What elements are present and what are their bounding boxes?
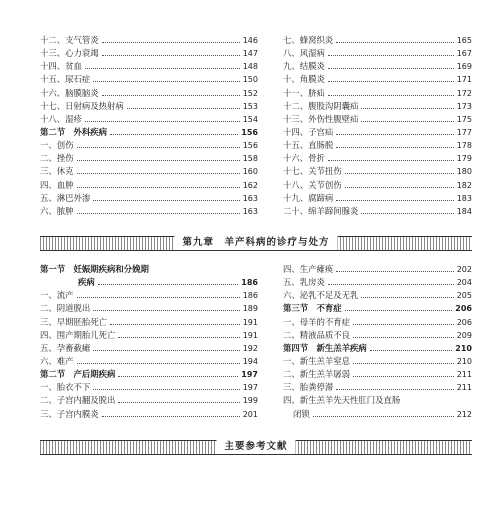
toc-entry-label: 二、阴道脱出: [40, 303, 91, 314]
toc-entry-page: 173: [456, 101, 472, 111]
toc-entry[interactable]: [283, 179, 472, 192]
toc-entry-label: 十四、贫血: [40, 61, 82, 72]
dot-leader: [110, 134, 238, 135]
toc-entry-page: 206: [455, 304, 472, 314]
toc-entry-label: 十九、腐蹄病: [283, 192, 334, 203]
toc-entry-page: 163: [242, 193, 258, 203]
dot-leader: [353, 324, 454, 325]
toc-entry-label: 十六、脑膜脑炎: [40, 87, 99, 98]
reference-title: 主要参考文献: [216, 440, 295, 454]
toc-entry-label: 十八、关节创伤: [283, 179, 342, 190]
toc-entry[interactable]: [40, 205, 258, 218]
toc-entry-label: 三、早期胚胎死亡: [40, 316, 107, 327]
toc-entry-label: 十一、脐疝: [283, 87, 325, 98]
toc-entry-page: 150: [242, 75, 258, 85]
dot-leader: [336, 42, 453, 43]
toc-entry[interactable]: [283, 205, 472, 218]
dot-leader: [345, 310, 453, 311]
dot-leader: [361, 108, 453, 109]
toc-entry[interactable]: [283, 394, 472, 407]
toc-entry-page: 189: [242, 304, 258, 314]
toc-entry-page: 197: [242, 383, 258, 393]
toc-entry-label: 八、风湿病: [283, 48, 325, 59]
dot-leader: [93, 389, 239, 390]
toc-entry[interactable]: [40, 139, 258, 152]
toc-entry[interactable]: [40, 100, 258, 113]
dot-leader: [77, 213, 240, 214]
toc-entry-label: 九、结膜炎: [283, 61, 325, 72]
dot-leader: [77, 160, 240, 161]
toc-entry-page: 179: [456, 154, 472, 164]
toc-entry[interactable]: [40, 381, 258, 394]
toc-entry-label: 第二节 外科疾病: [40, 126, 107, 137]
toc-entry[interactable]: [40, 302, 258, 315]
toc-entry[interactable]: [40, 394, 258, 407]
toc-entry-page: 194: [242, 356, 258, 366]
toc-entry-page: 153: [242, 101, 258, 111]
toc-entry-page: 148: [242, 62, 258, 72]
toc-entry-label: 三、休克: [40, 166, 74, 177]
dot-leader: [110, 324, 240, 325]
dot-leader: [336, 200, 453, 201]
toc-entry-label: 五、淋巴外渗: [40, 192, 91, 203]
toc-entry[interactable]: [283, 368, 472, 381]
toc-entry-label: 第一节 妊娠期疾病和分娩期: [40, 264, 149, 274]
toc-entry-label: 三、胎粪停滞: [283, 382, 334, 393]
toc-entry[interactable]: [283, 289, 472, 302]
dot-leader: [353, 363, 454, 364]
toc-entry[interactable]: [283, 152, 472, 165]
dot-leader: [353, 376, 454, 377]
toc-entry-label: 第二节 产后期疾病: [40, 369, 116, 380]
toc-entry-label: 十二、腹股沟阴囊疝: [283, 100, 359, 111]
toc-column-top-right: [283, 34, 472, 218]
toc-entry-page: 186: [241, 278, 258, 288]
toc-entry[interactable]: [40, 87, 258, 100]
toc-entry-page: 172: [456, 88, 472, 98]
toc-column-bottom-left: [40, 263, 258, 421]
toc-entry-page: 202: [456, 265, 472, 274]
toc-entry[interactable]: [283, 100, 472, 113]
toc-column-top-left: [40, 34, 258, 218]
dot-leader: [361, 297, 453, 298]
toc-entry-page: 154: [242, 114, 258, 124]
dot-leader: [127, 108, 240, 109]
toc-entry[interactable]: [283, 165, 472, 178]
toc-entry[interactable]: [283, 381, 472, 394]
toc-entry-page: 167: [456, 49, 472, 59]
toc-entry[interactable]: [40, 165, 258, 178]
dot-leader: [77, 363, 240, 364]
dot-leader: [328, 160, 454, 161]
toc-entry[interactable]: [283, 192, 472, 205]
dot-leader: [102, 55, 240, 56]
toc-entry[interactable]: [40, 316, 258, 329]
dot-leader: [77, 297, 240, 298]
toc-entry-page: 180: [456, 167, 472, 177]
dot-leader: [118, 376, 238, 377]
toc-entry-page: 204: [456, 278, 472, 288]
toc-entry-page: 165: [456, 36, 472, 45]
toc-section-entry[interactable]: [40, 263, 258, 276]
toc-entry-label: 三、子宫内膜炎: [40, 408, 99, 419]
toc-entry-page: 156: [241, 127, 258, 137]
toc-entry-page: 211: [456, 383, 472, 393]
toc-entry-label: 六、泌乳不足及无乳: [283, 290, 359, 301]
toc-entry-label: 五、孕畜截瘫: [40, 342, 91, 353]
toc-entry-label: 二、精液品质不良: [283, 329, 350, 340]
toc-entry-page: 210: [455, 343, 472, 353]
toc-entry-label: 十七、日射病及热射病: [40, 100, 124, 111]
toc-entry[interactable]: [283, 87, 472, 100]
toc-entry-label: 一、母羊的不育症: [283, 316, 350, 327]
dot-leader: [336, 134, 453, 135]
dot-leader: [328, 55, 454, 56]
toc-entry-page: 169: [456, 62, 472, 72]
dot-leader: [102, 42, 240, 43]
toc-entry-label: 十五、直肠脱: [283, 140, 334, 151]
toc-entry-page: 177: [456, 127, 472, 137]
toc-entry-page: 158: [242, 154, 258, 164]
toc-entry[interactable]: [283, 316, 472, 329]
toc-entry-page: 183: [456, 193, 472, 203]
dot-leader: [98, 284, 239, 285]
toc-entry-page: 186: [242, 291, 258, 301]
toc-entry-label: 六、难产: [40, 355, 74, 366]
dot-leader: [77, 147, 240, 148]
chapter-title: 第九章 羊产科病的诊疗与处方: [174, 236, 337, 250]
toc-entry-label: 十三、外伤性腹壁疝: [283, 113, 359, 124]
toc-entry-label: 十、角膜炎: [283, 74, 325, 85]
dot-leader: [336, 147, 453, 148]
toc-entry-label: 十六、骨折: [283, 153, 325, 164]
toc-entry[interactable]: [40, 113, 258, 126]
dot-leader: [328, 68, 454, 69]
dot-leader: [345, 187, 454, 188]
toc-entry-page: 192: [242, 343, 258, 353]
toc-entry-label: 第四节 新生羔羊疾病: [283, 342, 367, 353]
dot-leader: [361, 213, 453, 214]
reference-banner: [40, 440, 472, 455]
toc-entry-page: 191: [242, 317, 258, 327]
dot-leader: [361, 121, 453, 122]
toc-entry-label: 七、蜂窝织炎: [283, 35, 334, 45]
toc-entry-label: 十七、关节扭伤: [283, 166, 342, 177]
toc-entry[interactable]: [40, 289, 258, 302]
dot-leader: [85, 68, 240, 69]
toc-entry[interactable]: [283, 276, 472, 289]
toc-entry-page: 184: [456, 206, 472, 216]
toc-entry[interactable]: [40, 329, 258, 342]
dot-leader: [102, 95, 240, 96]
toc-entry-label: 四、围产期胎儿死亡: [40, 329, 116, 340]
toc-entry-page: 201: [242, 409, 258, 419]
toc-entry-label: 二、子宫内翻及脱出: [40, 395, 116, 406]
toc-entry-label: 二、新生羔羊孱弱: [283, 369, 350, 380]
toc-entry-label: 四、血肿: [40, 179, 74, 190]
toc-entry-page: 211: [456, 370, 472, 380]
toc-entry-label: 十二、支气管炎: [40, 35, 99, 45]
toc-entry-label: 六、脓肿: [40, 205, 74, 216]
dot-leader: [328, 81, 454, 82]
dot-leader: [85, 121, 240, 122]
toc-section-entry[interactable]: [40, 276, 258, 289]
toc-entry[interactable]: [283, 113, 472, 126]
toc-column-bottom-right: [283, 263, 472, 421]
toc-entry-page: 197: [241, 370, 258, 380]
toc-entry-label: 闭锁: [293, 408, 310, 419]
toc-entry-page: 210: [456, 356, 472, 366]
toc-entry-page: 147: [242, 49, 258, 59]
toc-entry-label: 四、新生羔羊先天性肛门及直肠: [283, 395, 401, 406]
toc-entry-page: 160: [242, 167, 258, 177]
toc-entry-page: 163: [242, 206, 258, 216]
dot-leader: [336, 271, 453, 272]
toc-entry-page: 146: [242, 36, 258, 45]
toc-entry[interactable]: [283, 408, 472, 421]
toc-entry-label: 十八、湿疹: [40, 113, 82, 124]
toc-section-entry[interactable]: [40, 126, 258, 139]
toc-entry[interactable]: [283, 47, 472, 60]
dot-leader: [370, 350, 453, 351]
dot-leader: [118, 337, 239, 338]
dot-leader: [102, 416, 240, 417]
toc-entry-page: 182: [456, 180, 472, 190]
toc-section-entry[interactable]: [283, 342, 472, 355]
toc-entry-page: 212: [456, 409, 472, 419]
toc-section-entry[interactable]: [283, 302, 472, 315]
chapter-banner: [40, 236, 472, 251]
toc-entry[interactable]: [283, 139, 472, 152]
toc-entry-page: 191: [242, 330, 258, 340]
toc-entry-page: 162: [242, 180, 258, 190]
toc-entry-label: 十五、尿石症: [40, 74, 91, 85]
toc-entry[interactable]: [40, 355, 258, 368]
toc-section-entry[interactable]: [40, 368, 258, 381]
toc-entry-label: 十四、子宫疝: [283, 126, 334, 137]
toc-entry-page: 152: [242, 88, 258, 98]
toc-entry-page: 199: [242, 396, 258, 406]
toc-entry[interactable]: [283, 263, 472, 276]
dot-leader: [77, 187, 240, 188]
toc-entry[interactable]: [40, 192, 258, 205]
toc-entry[interactable]: [40, 47, 258, 60]
dot-leader: [313, 416, 454, 417]
toc-entry[interactable]: [40, 34, 258, 47]
toc-entry-label: 一、创伤: [40, 140, 74, 151]
toc-entry-label: 一、新生羔羊窒息: [283, 355, 350, 366]
dot-leader: [353, 337, 454, 338]
toc-entry-page: 206: [456, 317, 472, 327]
dot-leader: [93, 350, 239, 351]
toc-entry-label: 第三节 不育症: [283, 303, 342, 314]
toc-entry-label: 五、乳房炎: [283, 277, 325, 288]
toc-entry[interactable]: [283, 329, 472, 342]
toc-entry-label: 四、生产瘫痪: [283, 264, 334, 274]
toc-entry-page: 178: [456, 141, 472, 151]
toc-entry-page: 205: [456, 291, 472, 301]
toc-entry-page: 171: [456, 75, 472, 85]
toc-entry-label: 一、流产: [40, 290, 74, 301]
toc-entry[interactable]: [283, 355, 472, 368]
toc-entry-label: 十三、心力衰竭: [40, 48, 99, 59]
toc-entry[interactable]: [40, 73, 258, 86]
dot-leader: [336, 389, 453, 390]
dot-leader: [77, 173, 240, 174]
toc-entry-page: 175: [456, 114, 472, 124]
toc-entry[interactable]: [40, 60, 258, 73]
toc-entry-label: 疾病: [78, 277, 95, 288]
toc-entry-page: 209: [456, 330, 472, 340]
dot-leader: [345, 173, 454, 174]
toc-entry[interactable]: [283, 34, 472, 47]
toc-entry-label: 一、胎衣不下: [40, 382, 91, 393]
toc-entry[interactable]: [40, 152, 258, 165]
dot-leader: [93, 81, 239, 82]
dot-leader: [328, 95, 454, 96]
dot-leader: [118, 402, 239, 403]
toc-entry-label: 二十、绵羊蹄间腺炎: [283, 205, 359, 216]
toc-entry[interactable]: [283, 126, 472, 139]
toc-entry[interactable]: [40, 408, 258, 421]
dot-leader: [93, 200, 239, 201]
dot-leader: [328, 284, 454, 285]
toc-entry[interactable]: [40, 342, 258, 355]
toc-entry[interactable]: [283, 60, 472, 73]
toc-entry[interactable]: [283, 73, 472, 86]
toc-entry-label: 二、挫伤: [40, 153, 74, 164]
toc-entry[interactable]: [40, 179, 258, 192]
toc-entry-page: 156: [242, 141, 258, 151]
dot-leader: [93, 310, 239, 311]
